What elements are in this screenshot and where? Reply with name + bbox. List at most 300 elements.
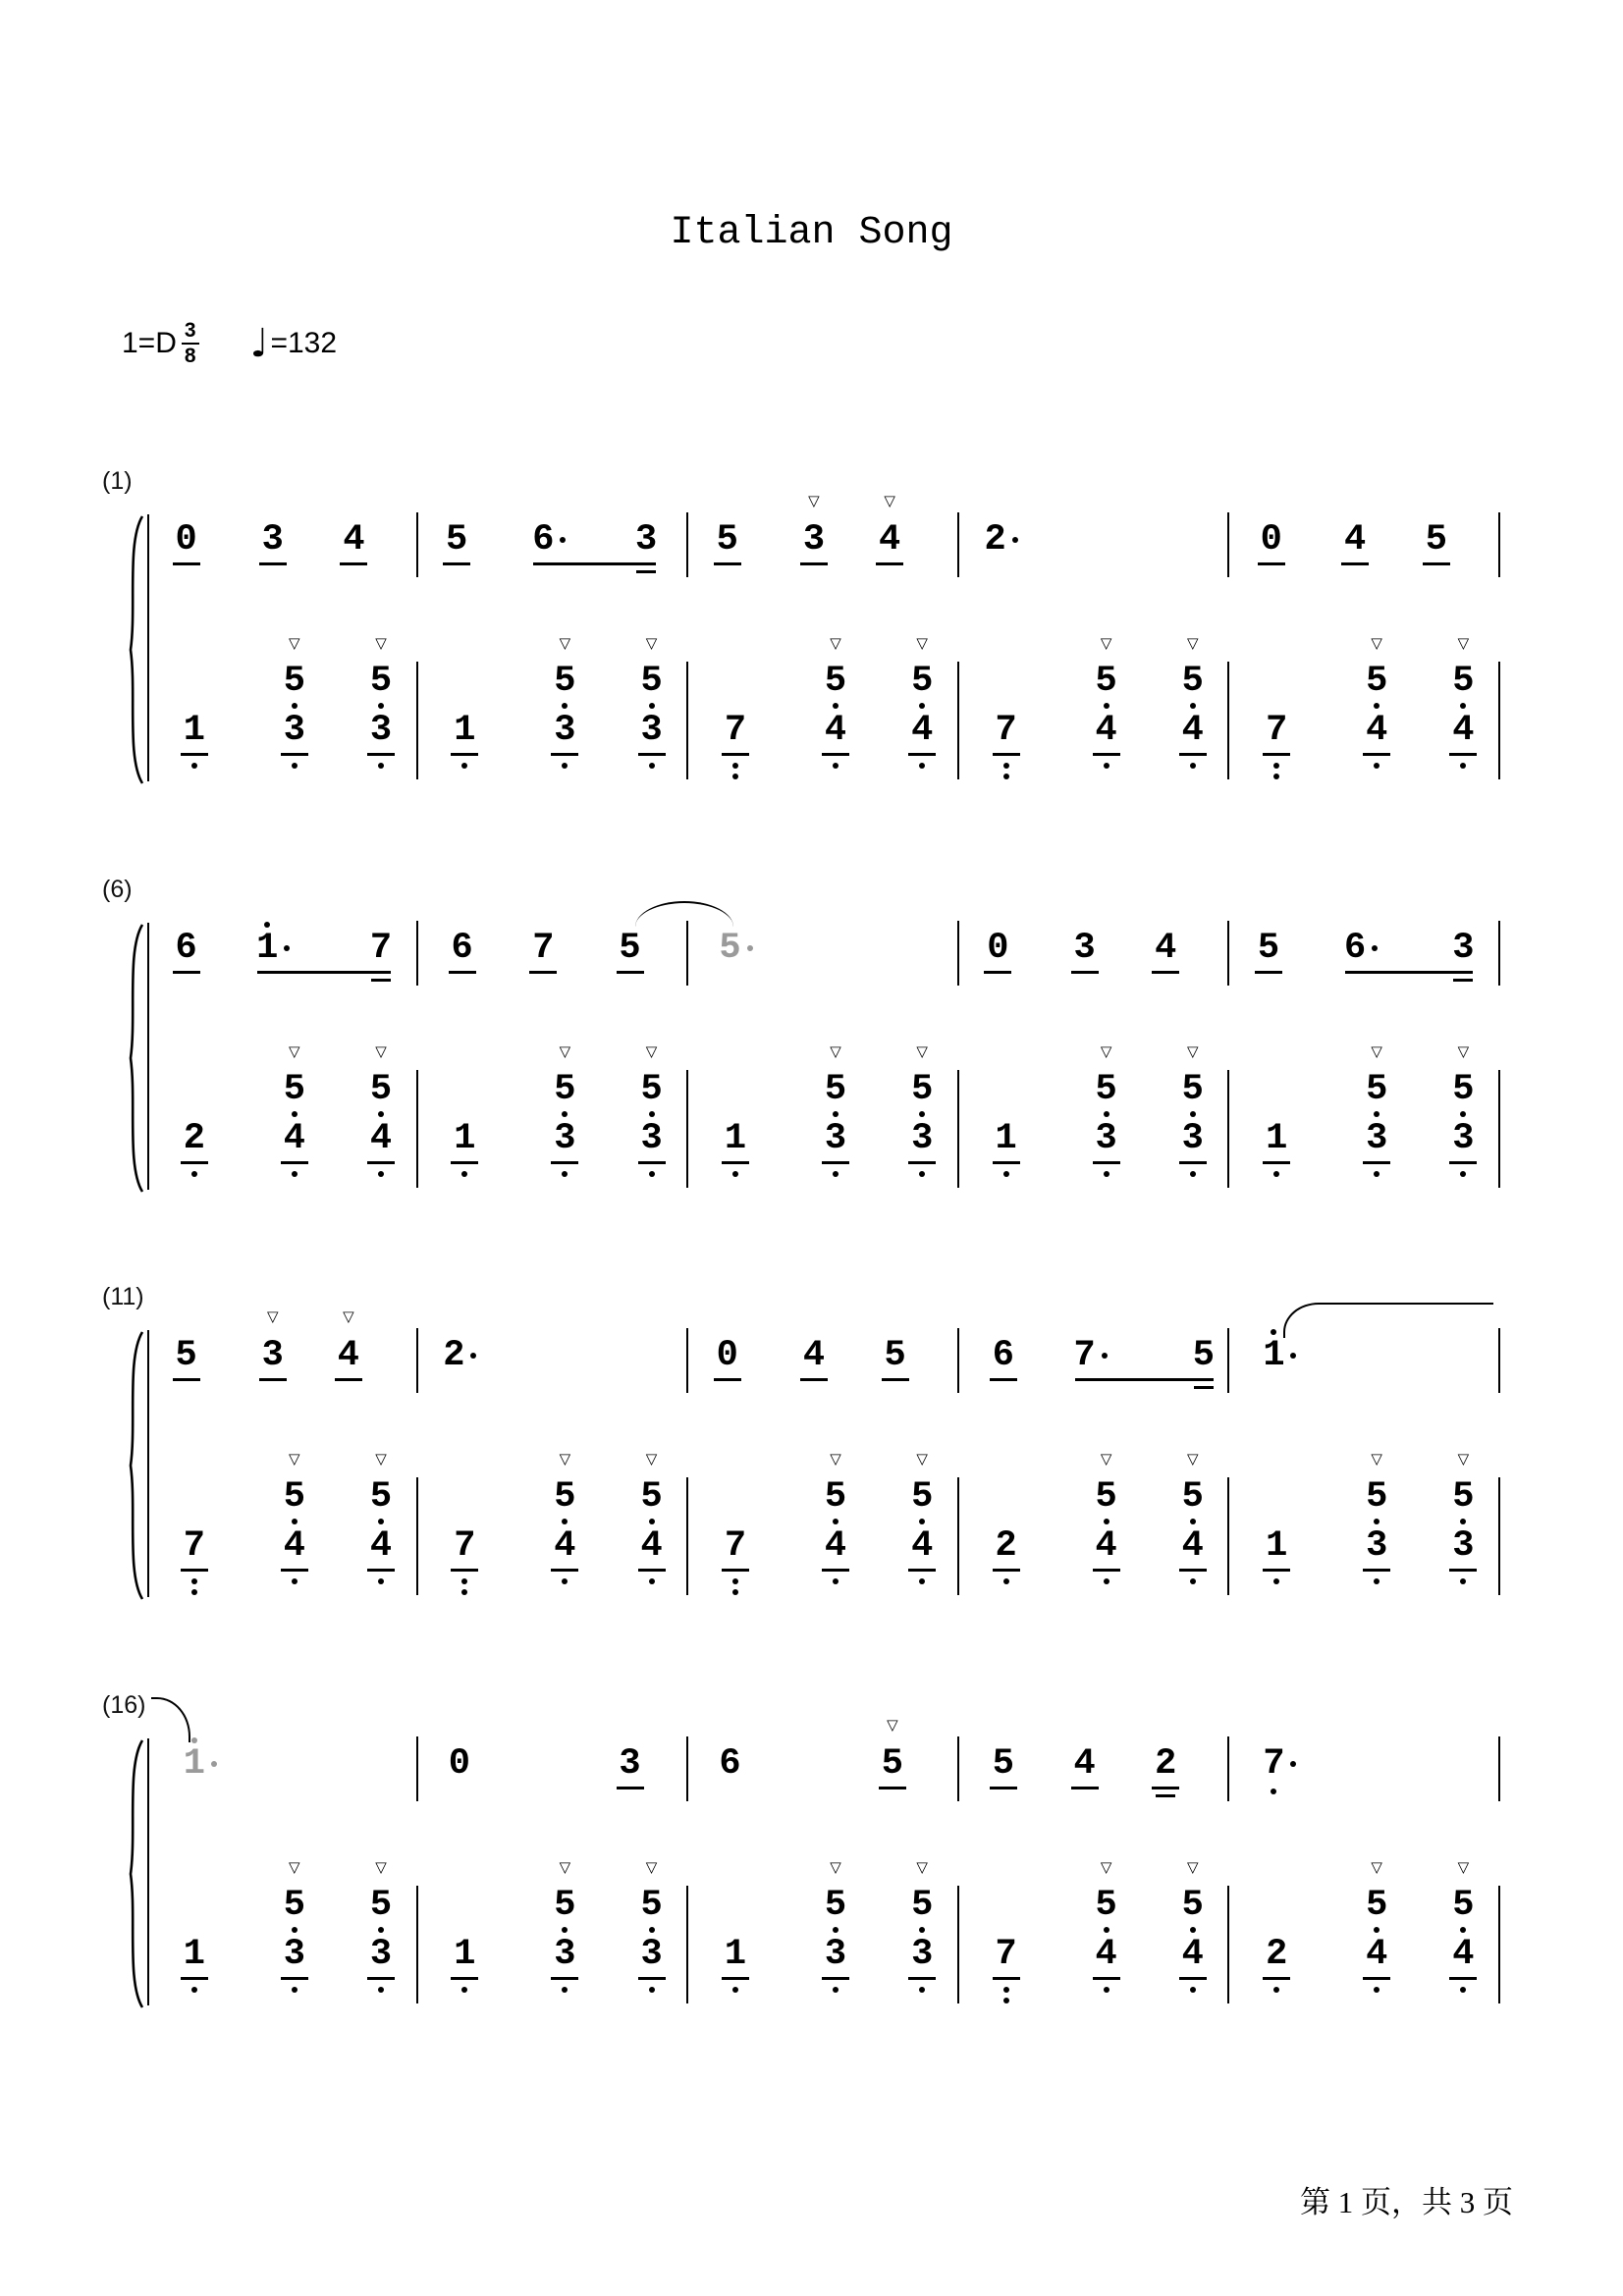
note-digit: 1 <box>454 1118 476 1159</box>
melody-note <box>175 519 198 561</box>
note-digit: 5 <box>640 1885 663 1926</box>
eighth-line <box>908 1161 936 1164</box>
eighth-line <box>882 1378 909 1381</box>
octave-dot-low <box>191 1589 197 1595</box>
bass-note <box>995 1525 1018 1567</box>
note-digit: 4 <box>1452 1934 1475 1975</box>
bass-chord <box>824 1858 847 1975</box>
note-digit: 1 <box>1266 1118 1288 1159</box>
note-digit: 7 <box>995 1934 1017 1975</box>
bass-note <box>1265 1934 1288 1975</box>
accent-icon: ▽ <box>1187 634 1199 652</box>
eighth-line <box>449 971 476 974</box>
note-digit: 7 <box>1073 1335 1096 1376</box>
octave-dot-low <box>378 1578 384 1584</box>
eighth-line <box>451 753 478 756</box>
eighth-line <box>722 1977 749 1980</box>
octave-dot-low <box>833 763 839 769</box>
octave-dot-low <box>461 763 467 769</box>
note-digit: 5 <box>1452 661 1475 702</box>
eighth-line <box>1093 1161 1120 1164</box>
bass-measure <box>1229 1450 1500 1601</box>
melody-note <box>183 1743 206 1785</box>
duration-dot <box>1102 1353 1108 1359</box>
octave-dot-low <box>292 703 298 709</box>
octave-dot-low <box>833 1111 839 1117</box>
bass-measure <box>959 634 1230 785</box>
note-digit: 5 <box>911 661 934 702</box>
eighth-line <box>908 1569 936 1572</box>
note-digit: 4 <box>911 710 934 751</box>
octave-dot-low <box>1190 1987 1196 1993</box>
eighth-line <box>1179 753 1207 756</box>
melody-note <box>719 1743 742 1785</box>
note-digit: 7 <box>724 710 747 751</box>
eighth-line <box>551 1569 578 1572</box>
note-digit: 1 <box>454 1934 476 1975</box>
bass-chord <box>369 1858 393 1975</box>
octave-dot-low <box>1003 1171 1009 1177</box>
note-digit: 6 <box>719 1743 741 1785</box>
note-digit: 5 <box>1192 1335 1215 1376</box>
accent-icon: ▽ <box>559 1042 571 1060</box>
eighth-line <box>1363 1569 1390 1572</box>
eighth-line <box>335 1378 362 1381</box>
note-digit: 5 <box>619 928 641 969</box>
melody-note <box>1073 928 1097 969</box>
sixteenth-line <box>636 570 656 573</box>
note-digit: 4 <box>1181 710 1204 751</box>
eighth-line <box>181 753 208 756</box>
octave-dot-low <box>562 1927 568 1933</box>
note-digit: 3 <box>283 1934 305 1975</box>
eighth-line <box>367 1161 395 1164</box>
note-digit: 4 <box>1073 1743 1096 1785</box>
melody-measure <box>959 1335 1230 1448</box>
eighth-line <box>1093 753 1120 756</box>
note-digit: 3 <box>640 1934 663 1975</box>
bass-chord <box>824 634 847 751</box>
eighth-line <box>990 1378 1017 1381</box>
eighth-line <box>367 1977 395 1980</box>
accent-icon: ▽ <box>289 634 300 652</box>
note-digit: 2 <box>995 1525 1017 1567</box>
song-title: Italian Song <box>670 211 953 255</box>
octave-dot-low <box>1460 1578 1466 1584</box>
octave-dot-low <box>461 1578 467 1584</box>
note-digit: 4 <box>1181 1934 1204 1975</box>
eighth-line <box>281 1977 308 1980</box>
note-digit: 6 <box>451 928 473 969</box>
beam-line <box>533 562 656 565</box>
octave-dot-low <box>1190 1578 1196 1584</box>
accent-icon: ▽ <box>1100 1450 1112 1468</box>
note-digit: 5 <box>640 1069 663 1110</box>
note-digit: 3 <box>261 1335 284 1376</box>
eighth-line <box>722 1161 749 1164</box>
note-digit: 5 <box>1452 1885 1475 1926</box>
note-digit: 5 <box>824 1885 847 1926</box>
eighth-line <box>1363 1161 1390 1164</box>
bass-note <box>995 1118 1018 1159</box>
bass-note <box>1265 1525 1288 1567</box>
octave-dot-low <box>1460 703 1466 709</box>
eighth-line <box>1179 1977 1207 1980</box>
octave-dot-low <box>1003 1578 1009 1584</box>
note-digit: 4 <box>824 1525 847 1567</box>
eighth-line <box>1341 562 1369 565</box>
bass-measure <box>688 634 959 785</box>
octave-dot-low <box>1003 763 1009 769</box>
melody-measure <box>147 519 418 632</box>
octave-dot-low <box>649 1171 655 1177</box>
note-digit: 1 <box>454 710 476 751</box>
octave-dot-high <box>191 1737 197 1743</box>
note-digit: 7 <box>724 1525 747 1567</box>
octave-dot-low <box>292 1987 298 1993</box>
octave-dot-low <box>1104 1987 1109 1993</box>
note-digit: 4 <box>1366 710 1388 751</box>
octave-dot-low <box>292 1927 298 1933</box>
note-digit: 5 <box>1181 1069 1204 1110</box>
bass-note <box>453 1118 476 1159</box>
octave-dot-low <box>562 763 568 769</box>
accent-icon: ▽ <box>266 1308 279 1325</box>
melody-note <box>342 519 365 561</box>
bass-chord <box>824 1450 847 1567</box>
accent-icon: ▽ <box>916 1450 928 1468</box>
note-digit: 1 <box>1266 1525 1288 1567</box>
note-digit: 4 <box>1155 928 1177 969</box>
note-digit: 5 <box>824 661 847 702</box>
note-digit: 6 <box>175 928 197 969</box>
melody-note <box>175 928 198 969</box>
octave-dot-low <box>732 774 738 779</box>
bass-measure <box>1229 634 1500 785</box>
note-digit: 2 <box>1155 1743 1177 1785</box>
octave-dot-low <box>649 703 655 709</box>
accent-icon: ▽ <box>1371 1450 1382 1468</box>
melody-note <box>442 1335 465 1376</box>
bass-note <box>183 1525 206 1567</box>
note-digit: 0 <box>175 519 197 561</box>
accent-icon: ▽ <box>343 1308 354 1325</box>
eighth-line <box>181 1977 208 1980</box>
tie-arc <box>1283 1303 1493 1338</box>
eighth-line <box>879 1787 906 1789</box>
eighth-line <box>1179 1161 1207 1164</box>
sixteenth-line <box>1453 979 1473 982</box>
eighth-line <box>1255 971 1282 974</box>
accent-icon: ▽ <box>645 634 658 652</box>
octave-dot-low <box>562 1171 568 1177</box>
accent-icon: ▽ <box>1457 1042 1470 1060</box>
system <box>102 1691 1500 2019</box>
eighth-line <box>1258 562 1285 565</box>
note-digit: 5 <box>824 1476 847 1518</box>
eighth-line <box>1449 1569 1477 1572</box>
melody-note <box>531 519 555 561</box>
melody-note <box>992 1743 1015 1785</box>
eighth-line <box>617 1787 644 1789</box>
melody-measure <box>147 1743 418 1856</box>
melody-measure <box>418 1335 689 1448</box>
octave-dot-low <box>1374 1171 1380 1177</box>
note-digit: 4 <box>878 519 901 561</box>
eighth-line <box>1449 753 1477 756</box>
eighth-line <box>1263 1161 1290 1164</box>
melody-note <box>531 928 555 969</box>
eighth-line <box>529 971 557 974</box>
melody-note <box>986 928 1009 969</box>
bass-chord <box>640 1450 664 1567</box>
bass-chord <box>1365 1858 1388 1975</box>
melody-note <box>1192 1335 1216 1376</box>
eighth-line <box>340 562 367 565</box>
bass-note <box>183 1118 206 1159</box>
melody-note <box>1073 1335 1097 1376</box>
eighth-line <box>1449 1161 1477 1164</box>
melody-measure <box>1229 928 1500 1041</box>
eighth-line <box>984 971 1011 974</box>
eighth-line <box>1093 1977 1120 1980</box>
note-digit: 5 <box>1452 1069 1475 1110</box>
melody-measure <box>418 928 689 1041</box>
octave-dot-low <box>1271 1789 1276 1794</box>
system-brace-icon <box>121 1330 146 1606</box>
bass-chord <box>283 634 306 751</box>
bass-note <box>995 1934 1018 1975</box>
eighth-line <box>181 1569 208 1572</box>
accent-icon: ▽ <box>375 1858 387 1876</box>
accent-icon: ▽ <box>1457 1858 1470 1876</box>
accent-icon: ▽ <box>808 492 820 509</box>
eighth-line <box>451 1569 478 1572</box>
key-label: 1=D <box>122 327 177 359</box>
octave-dot-low <box>919 763 925 769</box>
eighth-line <box>993 1977 1020 1980</box>
note-digit: 0 <box>448 1743 471 1785</box>
accent-icon: ▽ <box>1100 1858 1112 1876</box>
note-digit: 5 <box>1366 1476 1388 1518</box>
system-brace-icon <box>121 514 146 790</box>
bass-chord <box>910 634 934 751</box>
accent-icon: ▽ <box>1457 1450 1470 1468</box>
note-digit: 5 <box>369 1885 393 1926</box>
bass-note <box>724 1525 747 1567</box>
eighth-line <box>367 753 395 756</box>
note-digit: 7 <box>1263 1743 1285 1785</box>
note-digit: 5 <box>719 928 741 969</box>
tie-arc <box>635 901 733 930</box>
system-measure-label: (1) <box>102 467 133 495</box>
eighth-line <box>173 971 200 974</box>
octave-dot-low <box>292 763 298 769</box>
accent-icon: ▽ <box>884 492 895 509</box>
octave-dot-low <box>378 703 384 709</box>
note-digit: 4 <box>554 1525 576 1567</box>
bass-chord <box>1365 634 1388 751</box>
accent-icon: ▽ <box>830 1858 841 1876</box>
duration-dot <box>1372 945 1378 951</box>
eighth-line <box>1263 753 1290 756</box>
accent-icon: ▽ <box>830 1042 841 1060</box>
melody-note <box>1260 519 1283 561</box>
bass-chord <box>824 1042 847 1159</box>
melody-note <box>445 519 468 561</box>
octave-dot-low <box>1003 1987 1009 1993</box>
bass-chord <box>1451 1042 1475 1159</box>
note-digit: 0 <box>987 928 1009 969</box>
octave-dot-low <box>919 1111 925 1117</box>
octave-dot-low <box>649 1111 655 1117</box>
octave-dot-low <box>1374 1578 1380 1584</box>
octave-dot-low <box>1003 1998 1009 2003</box>
accent-icon: ▽ <box>375 634 387 652</box>
octave-dot-low <box>292 1578 298 1584</box>
octave-dot-low <box>378 763 384 769</box>
note-digit: 5 <box>1181 1476 1204 1518</box>
melody-note <box>451 928 474 969</box>
eighth-line <box>617 971 644 974</box>
note-digit: 5 <box>554 661 576 702</box>
eighth-line <box>259 562 287 565</box>
sixteenth-line <box>1194 1386 1214 1389</box>
eighth-line <box>822 1977 849 1980</box>
eighth-line <box>638 753 666 756</box>
bass-chord <box>369 634 393 751</box>
note-digit: 5 <box>554 1885 576 1926</box>
accent-icon: ▽ <box>375 1042 387 1060</box>
eighth-line <box>714 562 741 565</box>
note-digit: 4 <box>1181 1525 1204 1567</box>
tie-arc <box>151 1697 190 1742</box>
system <box>102 467 1500 795</box>
melody-note <box>337 1308 360 1376</box>
time-numerator: 3 <box>182 320 199 345</box>
note-digit: 4 <box>1095 1525 1117 1567</box>
note-digit: 5 <box>554 1476 576 1518</box>
note-digit: 2 <box>443 1335 465 1376</box>
melody-measure <box>418 1743 689 1856</box>
bass-note <box>453 710 476 751</box>
note-digit: 3 <box>619 1743 641 1785</box>
melody-note <box>884 1335 907 1376</box>
note-digit: 0 <box>716 1335 738 1376</box>
page-footer: 第 1 页，共 3 页 <box>1300 2185 1513 2219</box>
note-digit: 5 <box>175 1335 197 1376</box>
octave-dot-low <box>649 1519 655 1524</box>
octave-dot-low <box>1190 763 1196 769</box>
octave-dot-low <box>1460 1519 1466 1524</box>
note-digit: 4 <box>1366 1934 1388 1975</box>
note-digit: 7 <box>454 1525 476 1567</box>
melody-note <box>992 1335 1015 1376</box>
bass-chord <box>1181 634 1205 751</box>
bass-chord <box>553 1042 576 1159</box>
melody-measure <box>959 519 1230 632</box>
octave-dot-low <box>1190 1171 1196 1177</box>
octave-dot-low <box>1460 1171 1466 1177</box>
bass-note <box>724 710 747 751</box>
beam-line <box>1075 1378 1214 1381</box>
eighth-line <box>800 1378 828 1381</box>
accent-icon: ▽ <box>916 1858 928 1876</box>
melody-measure <box>688 492 959 632</box>
melody-note <box>802 1335 826 1376</box>
bass-chord <box>1451 1858 1475 1975</box>
note-digit: 5 <box>1366 1069 1388 1110</box>
system <box>102 1283 1500 1611</box>
note-digit: 6 <box>532 519 555 561</box>
note-digit: 5 <box>369 661 393 702</box>
accent-icon: ▽ <box>830 1450 841 1468</box>
octave-dot-low <box>191 1987 197 1993</box>
melody-note <box>881 1716 904 1785</box>
bass-measure <box>1229 1858 1500 2009</box>
note-digit: 3 <box>1452 928 1475 969</box>
octave-dot-low <box>562 1519 568 1524</box>
note-digit: 5 <box>283 1476 305 1518</box>
bass-measure <box>688 1042 959 1194</box>
duration-dot <box>560 537 566 543</box>
note-digit: 3 <box>1366 1525 1388 1567</box>
melody-note <box>1451 928 1475 969</box>
note-digit: 5 <box>640 1476 663 1518</box>
octave-dot-low <box>562 1578 568 1584</box>
bass-measure <box>418 634 689 785</box>
system-brace-icon <box>121 1738 146 2014</box>
accent-icon: ▽ <box>1371 1858 1382 1876</box>
key-signature <box>122 316 337 371</box>
melody-note <box>261 519 285 561</box>
melody-measure <box>688 1335 959 1448</box>
accent-icon: ▽ <box>559 634 571 652</box>
eighth-line <box>551 1977 578 1980</box>
eighth-line <box>281 1161 308 1164</box>
octave-dot-low <box>919 1927 925 1933</box>
bass-note <box>995 710 1018 751</box>
octave-dot-low <box>649 1987 655 1993</box>
note-digit: 4 <box>640 1525 663 1567</box>
octave-dot-low <box>833 1519 839 1524</box>
octave-dot-low <box>1190 1111 1196 1117</box>
octave-dot-low <box>1273 774 1279 779</box>
octave-dot-low <box>191 1171 197 1177</box>
octave-dot-low <box>378 1987 384 1993</box>
note-digit: 5 <box>881 1743 903 1785</box>
note-digit: 4 <box>1344 519 1367 561</box>
system-measure-label: (6) <box>102 876 133 903</box>
eighth-line <box>638 1977 666 1980</box>
note-digit: 5 <box>1095 1476 1117 1518</box>
octave-dot-low <box>732 1987 738 1993</box>
octave-dot-low <box>191 763 197 769</box>
bass-measure <box>1229 1042 1500 1194</box>
octave-dot-low <box>1374 703 1380 709</box>
bass-measure <box>147 1450 418 1601</box>
eighth-line <box>800 562 828 565</box>
duration-dot <box>470 1353 476 1359</box>
duration-dot <box>1290 1761 1296 1767</box>
note-digit: 7 <box>369 928 393 969</box>
octave-dot-low <box>919 1578 925 1584</box>
duration-dot <box>284 945 290 951</box>
octave-dot-low <box>461 1589 467 1595</box>
eighth-line <box>1363 1977 1390 1980</box>
melody-note <box>1262 1743 1285 1785</box>
bass-measure <box>959 1858 1230 2009</box>
